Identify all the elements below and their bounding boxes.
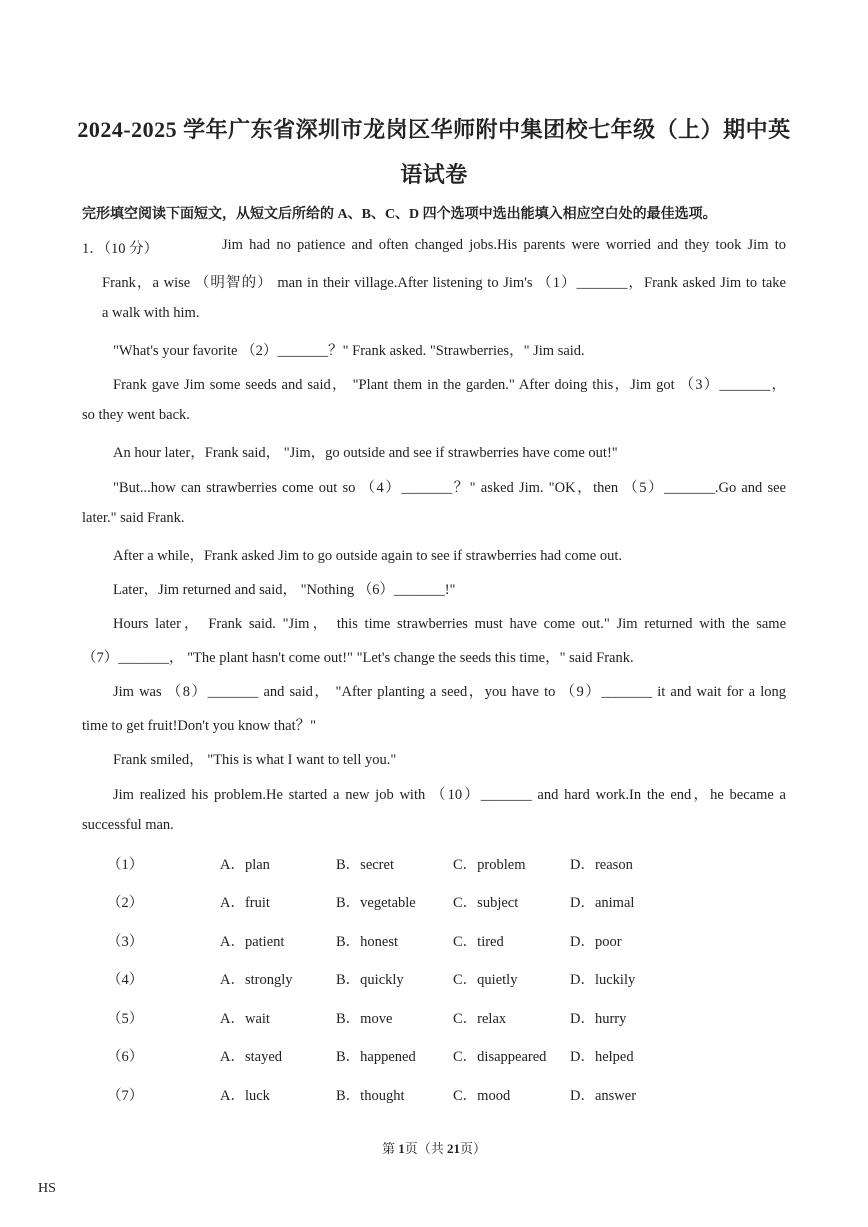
blank-number: （3） xyxy=(107,934,144,950)
option-a: A．luck xyxy=(220,1088,270,1104)
option-d: D．poor xyxy=(570,934,622,950)
page-title: 2024-2025 学年广东省深圳市龙岗区华师附中集团校七年级（上）期中英 xyxy=(77,117,791,142)
passage-line: Frank smiled， "This is what I want to tell you." xyxy=(113,752,397,768)
passage-line: Jim was （8）_______ and said， "After planting a seed，you have to （9）_______ it and wait for a long xyxy=(113,684,786,700)
page-number: 1 xyxy=(398,1141,405,1156)
option-c: C．mood xyxy=(453,1088,511,1104)
option-c: C．subject xyxy=(453,895,519,911)
option-b: B．thought xyxy=(336,1088,405,1104)
passage-line: Frank，a wise （明智的） man in their village.After listening to Jim's （1）_______，Frank asked Jim to take xyxy=(102,275,786,291)
option-row xyxy=(0,853,868,877)
page-total: 21 xyxy=(447,1141,460,1156)
corner-mark: HS xyxy=(38,1181,56,1196)
blank-number: （7） xyxy=(107,1088,144,1104)
option-a: A．plan xyxy=(220,857,270,873)
option-a: A．stayed xyxy=(220,1049,283,1065)
option-d: D．helped xyxy=(570,1049,634,1065)
passage-line: Jim had no patience and often changed jobs.His parents were worried and they took Jim to xyxy=(222,237,786,253)
option-d: D．animal xyxy=(570,895,635,911)
option-a: A．strongly xyxy=(220,972,293,988)
passage-line: Hours later， Frank said. "Jim， this time strawberries must have come out." Jim returned with the same xyxy=(113,616,786,632)
passage-line: （7）_______， "The plant hasn't come out!" "Let's change the seeds this time，" said Frank. xyxy=(82,650,634,666)
option-c: C．disappeared xyxy=(453,1049,547,1065)
passage-line: time to get fruit!Don't you know that？" xyxy=(82,718,317,734)
footer-suffix: 页） xyxy=(460,1141,487,1156)
option-b: B．secret xyxy=(336,857,394,873)
option-d: D．luckily xyxy=(570,972,636,988)
page-footer xyxy=(0,1138,868,1157)
option-b: B．move xyxy=(336,1011,393,1027)
passage-line: "What's your favorite （2）_______？" Frank asked. "Strawberries，" Jim said. xyxy=(113,343,585,359)
option-row xyxy=(0,1084,868,1108)
question-number: 1．（10 分） xyxy=(82,241,159,257)
passage-line: Later，Jim returned and said， "Nothing （6）_______!" xyxy=(113,582,456,598)
option-c: C．quietly xyxy=(453,972,518,988)
blank-number: （5） xyxy=(107,1011,144,1027)
option-b: B．vegetable xyxy=(336,895,416,911)
option-b: B．quickly xyxy=(336,972,404,988)
passage-line: a walk with him. xyxy=(102,305,200,321)
option-c: C．problem xyxy=(453,857,526,873)
option-row xyxy=(0,930,868,954)
footer-mid: 页（共 xyxy=(404,1141,447,1156)
passage-line: successful man. xyxy=(82,817,174,833)
passage-line: later." said Frank. xyxy=(82,510,185,526)
passage-line: An hour later，Frank said， "Jim，go outside and see if strawberries have come out!" xyxy=(113,445,618,461)
page-title-cont: 语试卷 xyxy=(400,162,468,187)
passage-line: Frank gave Jim some seeds and said， "Plant them in the garden." After doing this，Jim got （3）_______， xyxy=(113,377,786,393)
option-row xyxy=(0,891,868,915)
blank-number: （4） xyxy=(107,972,144,988)
option-d: D．hurry xyxy=(570,1011,627,1027)
option-a: A．patient xyxy=(220,934,285,950)
blank-number: （2） xyxy=(107,895,144,911)
option-d: D．reason xyxy=(570,857,633,873)
passage-line: so they went back. xyxy=(82,407,190,423)
option-d: D．answer xyxy=(570,1088,637,1104)
option-c: C．tired xyxy=(453,934,504,950)
passage-line: "But...how can strawberries come out so （4）_______？" asked Jim. "OK，then （5）_______.Go and see xyxy=(113,480,786,496)
passage-line: After a while，Frank asked Jim to go outside again to see if strawberries had come out. xyxy=(113,548,622,564)
option-c: C．relax xyxy=(453,1011,507,1027)
option-row xyxy=(0,968,868,992)
passage-line: Jim realized his problem.He started a new job with （10）_______ and hard work.In the end，he became a xyxy=(113,787,786,803)
option-b: B．happened xyxy=(336,1049,416,1065)
option-a: A．wait xyxy=(220,1011,270,1027)
option-b: B．honest xyxy=(336,934,399,950)
option-row xyxy=(0,1007,868,1031)
footer-prefix: 第 xyxy=(381,1141,399,1156)
blank-number: （6） xyxy=(107,1049,144,1065)
blank-number: （1） xyxy=(107,857,144,873)
option-a: A．fruit xyxy=(220,895,270,911)
option-row xyxy=(0,1045,868,1069)
instruction: 完形填空阅读下面短文，从短文后所给的 A、B、C、D 四个选项中选出能填入相应空白处的最佳选项。 xyxy=(82,207,717,222)
